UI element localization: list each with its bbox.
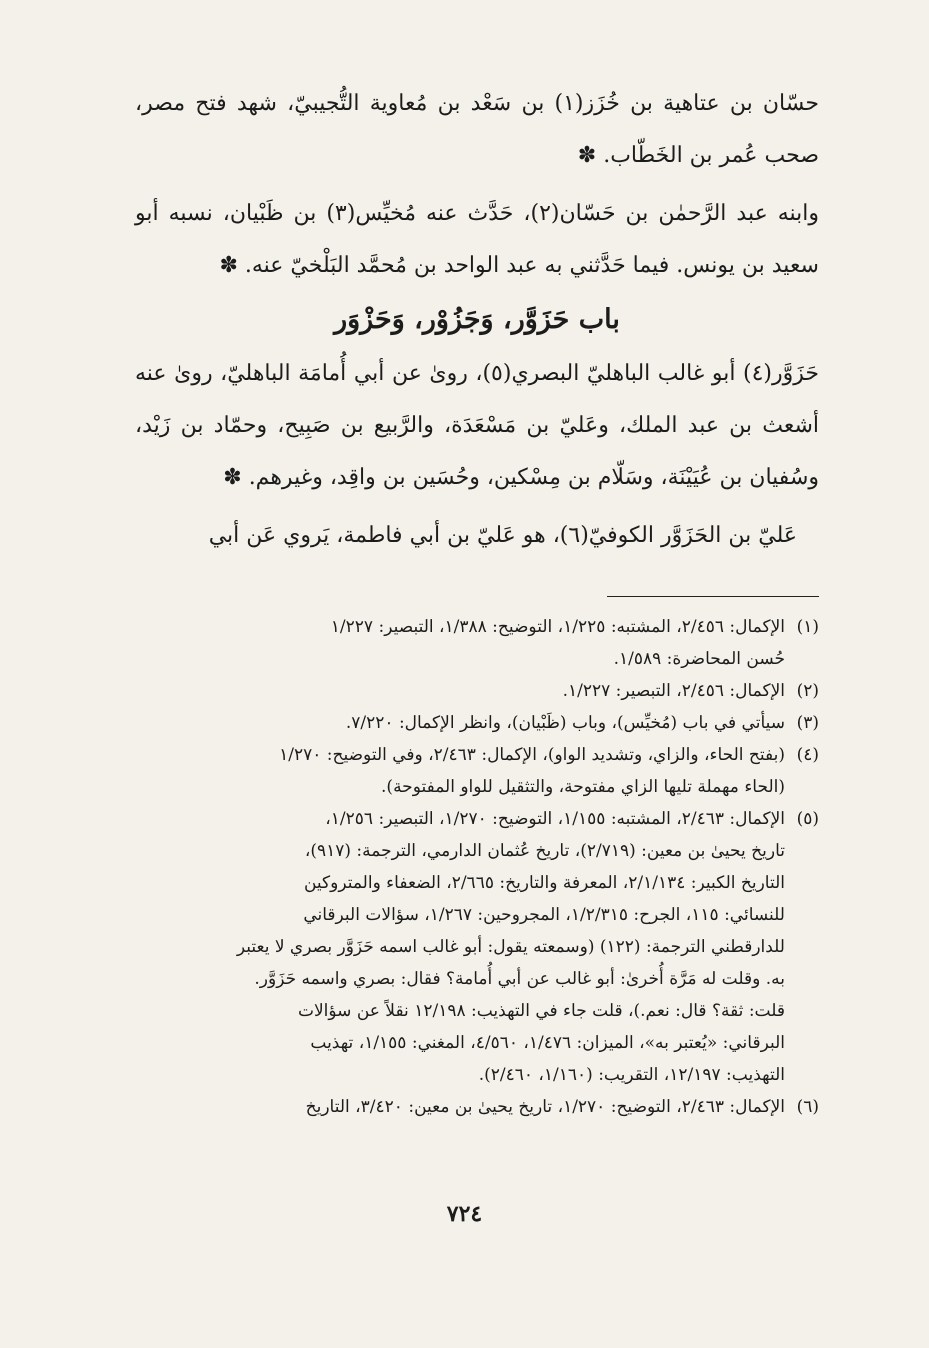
footnote-line: (الحاء مهملة تليها الزاي مفتوحة، والتثقيل للواو المفتوحة). bbox=[381, 777, 785, 797]
footnote-line: الإكمال: ٢/٤٦٣، التوضيح: ١/٢٧٠، تاريخ يحيىٰ بن معين: ٣/٤٢٠، التاريخ bbox=[305, 1097, 785, 1117]
footnote-number: (٣) bbox=[796, 713, 819, 733]
footnote bbox=[135, 1091, 819, 1123]
footnote-line: الإكمال: ٢/٤٥٦، المشتبه: ١/٢٢٥، التوضيح: ١/٣٨٨، التبصير: ١/٢٢٧ bbox=[330, 617, 785, 637]
footnote bbox=[135, 803, 819, 1091]
entry-abd-al-rahman: وابنه عبد الرَّحمٰن بن حَسّان(٢)، حَدَّث عنه مُخيِّس(٣) بن ظَبْيان، نسبه أبو سعيد بن يونس. فيما حَدَّثني به عبد الواحد بن مُحمَّد البَلْخيّ عنه. ✽ bbox=[135, 201, 819, 278]
entry-hazawwar: حَزَوَّر(٤) أبو غالب الباهليّ البصري(٥)، روىٰ عن أبي أُمامَة الباهليّ، روىٰ عنه أشعث بن عبد الملك، وعَليّ بن مَسْعَدَة، والرَّبيع بن صَبِيح، وحمّاد بن زَيْد، وسُفيان بن عُيَيْنَة، وسَلّام بن مِسْكين، وحُسَين بن واقِد، وغيرهم. ✽ bbox=[135, 361, 819, 490]
footnote-line: التاريخ الكبير: ٢/١/١٣٤، المعرفة والتاريخ: ٢/٦٦٥، الضعفاء والمتروكين bbox=[303, 873, 785, 893]
footnote-line: للدارقطني الترجمة: (١٢٢) (وسمعته يقول: أبو غالب اسمه حَزَوَّر بصري لا يعتبر bbox=[236, 937, 785, 957]
footnotes bbox=[135, 611, 819, 1123]
footnote bbox=[135, 611, 819, 675]
entry-ali-al-hazawwar: عَليّ بن الحَزَوَّر الكوفيّ(٦)، هو عَليّ بن أبي فاطمة، يَروي عَن أبي bbox=[208, 523, 797, 548]
footnote bbox=[135, 675, 819, 707]
footnote-line: به. وقلت له مَرَّة أُخرىٰ: أبو غالب عن أبي أُمامة؟ فقال: بصري واسمه حَزَوَّر. bbox=[254, 969, 785, 989]
footnote-line: (بفتح الحاء، والزاي، وتشديد الواو)، الإكمال: ٢/٤٦٣، وفي التوضيح: ١/٢٧٠ bbox=[279, 745, 785, 765]
footnote-divider bbox=[607, 596, 819, 597]
footnote-number: (١) bbox=[796, 617, 819, 637]
footnote-line: البرقاني: «يُعتبر به»، الميزان: ١/٤٧٦، ٤/٥٦٠، المغني: ١/١٥٥، تهذيب bbox=[310, 1033, 785, 1053]
footnote-line: التهذيب: ١٢/١٩٧، التقريب: (١/١٦٠، ٢/٤٦٠). bbox=[478, 1065, 785, 1085]
main-text bbox=[135, 78, 819, 562]
footnote-line: الإكمال: ٢/٤٥٦، التبصير: ١/٢٢٧. bbox=[562, 681, 785, 701]
footnote-line: للنسائي: ١١٥، الجرح: ١/٢/٣١٥، المجروحين: ١/٢٦٧، سؤالات البرقاني bbox=[303, 905, 785, 925]
page-number: ٧٢٤ bbox=[446, 1201, 483, 1227]
footnote-number: (٢) bbox=[796, 681, 819, 701]
footnote bbox=[135, 707, 819, 739]
footnote-number: (٥) bbox=[796, 809, 819, 829]
footnote-number: (٦) bbox=[796, 1097, 819, 1117]
footnote-line: تاريخ يحيىٰ بن معين: (٢/٧١٩)، تاريخ عُثمان الدارمي، الترجمة: (٩١٧)، bbox=[304, 841, 785, 861]
footnote-number: (٤) bbox=[796, 745, 819, 765]
footnote-line: سيأتي في باب (مُخيِّس)، وباب (ظَبْيان)، وانظر الإكمال: ٧/٢٢٠. bbox=[345, 713, 785, 733]
chapter-title: باب حَزَوَّر، وَجَزُوْر، وَحَزْوَر bbox=[334, 304, 620, 335]
footnote-line: حُسن المحاضرة: ١/٥٨٩. bbox=[613, 649, 785, 669]
footnote-line: الإكمال: ٢/٤٦٣، المشتبه: ١/١٥٥، التوضيح: ١/٢٧٠، التبصير: ١/٢٥٦، bbox=[325, 809, 785, 829]
footnote bbox=[135, 739, 819, 803]
entry-hassan: حسّان بن عتاهية بن خُزَز(١) بن سَعْد بن مُعاوية التُّجيبيّ، شهد فتح مصر، صحب عُمر بن الخَطّاب. ✽ bbox=[135, 91, 819, 168]
footnote-line: قلت: ثقة؟ قال: نعم.)، قلت جاء في التهذيب: ١٢/١٩٨ نقلاً عن سؤالات bbox=[297, 1001, 785, 1021]
